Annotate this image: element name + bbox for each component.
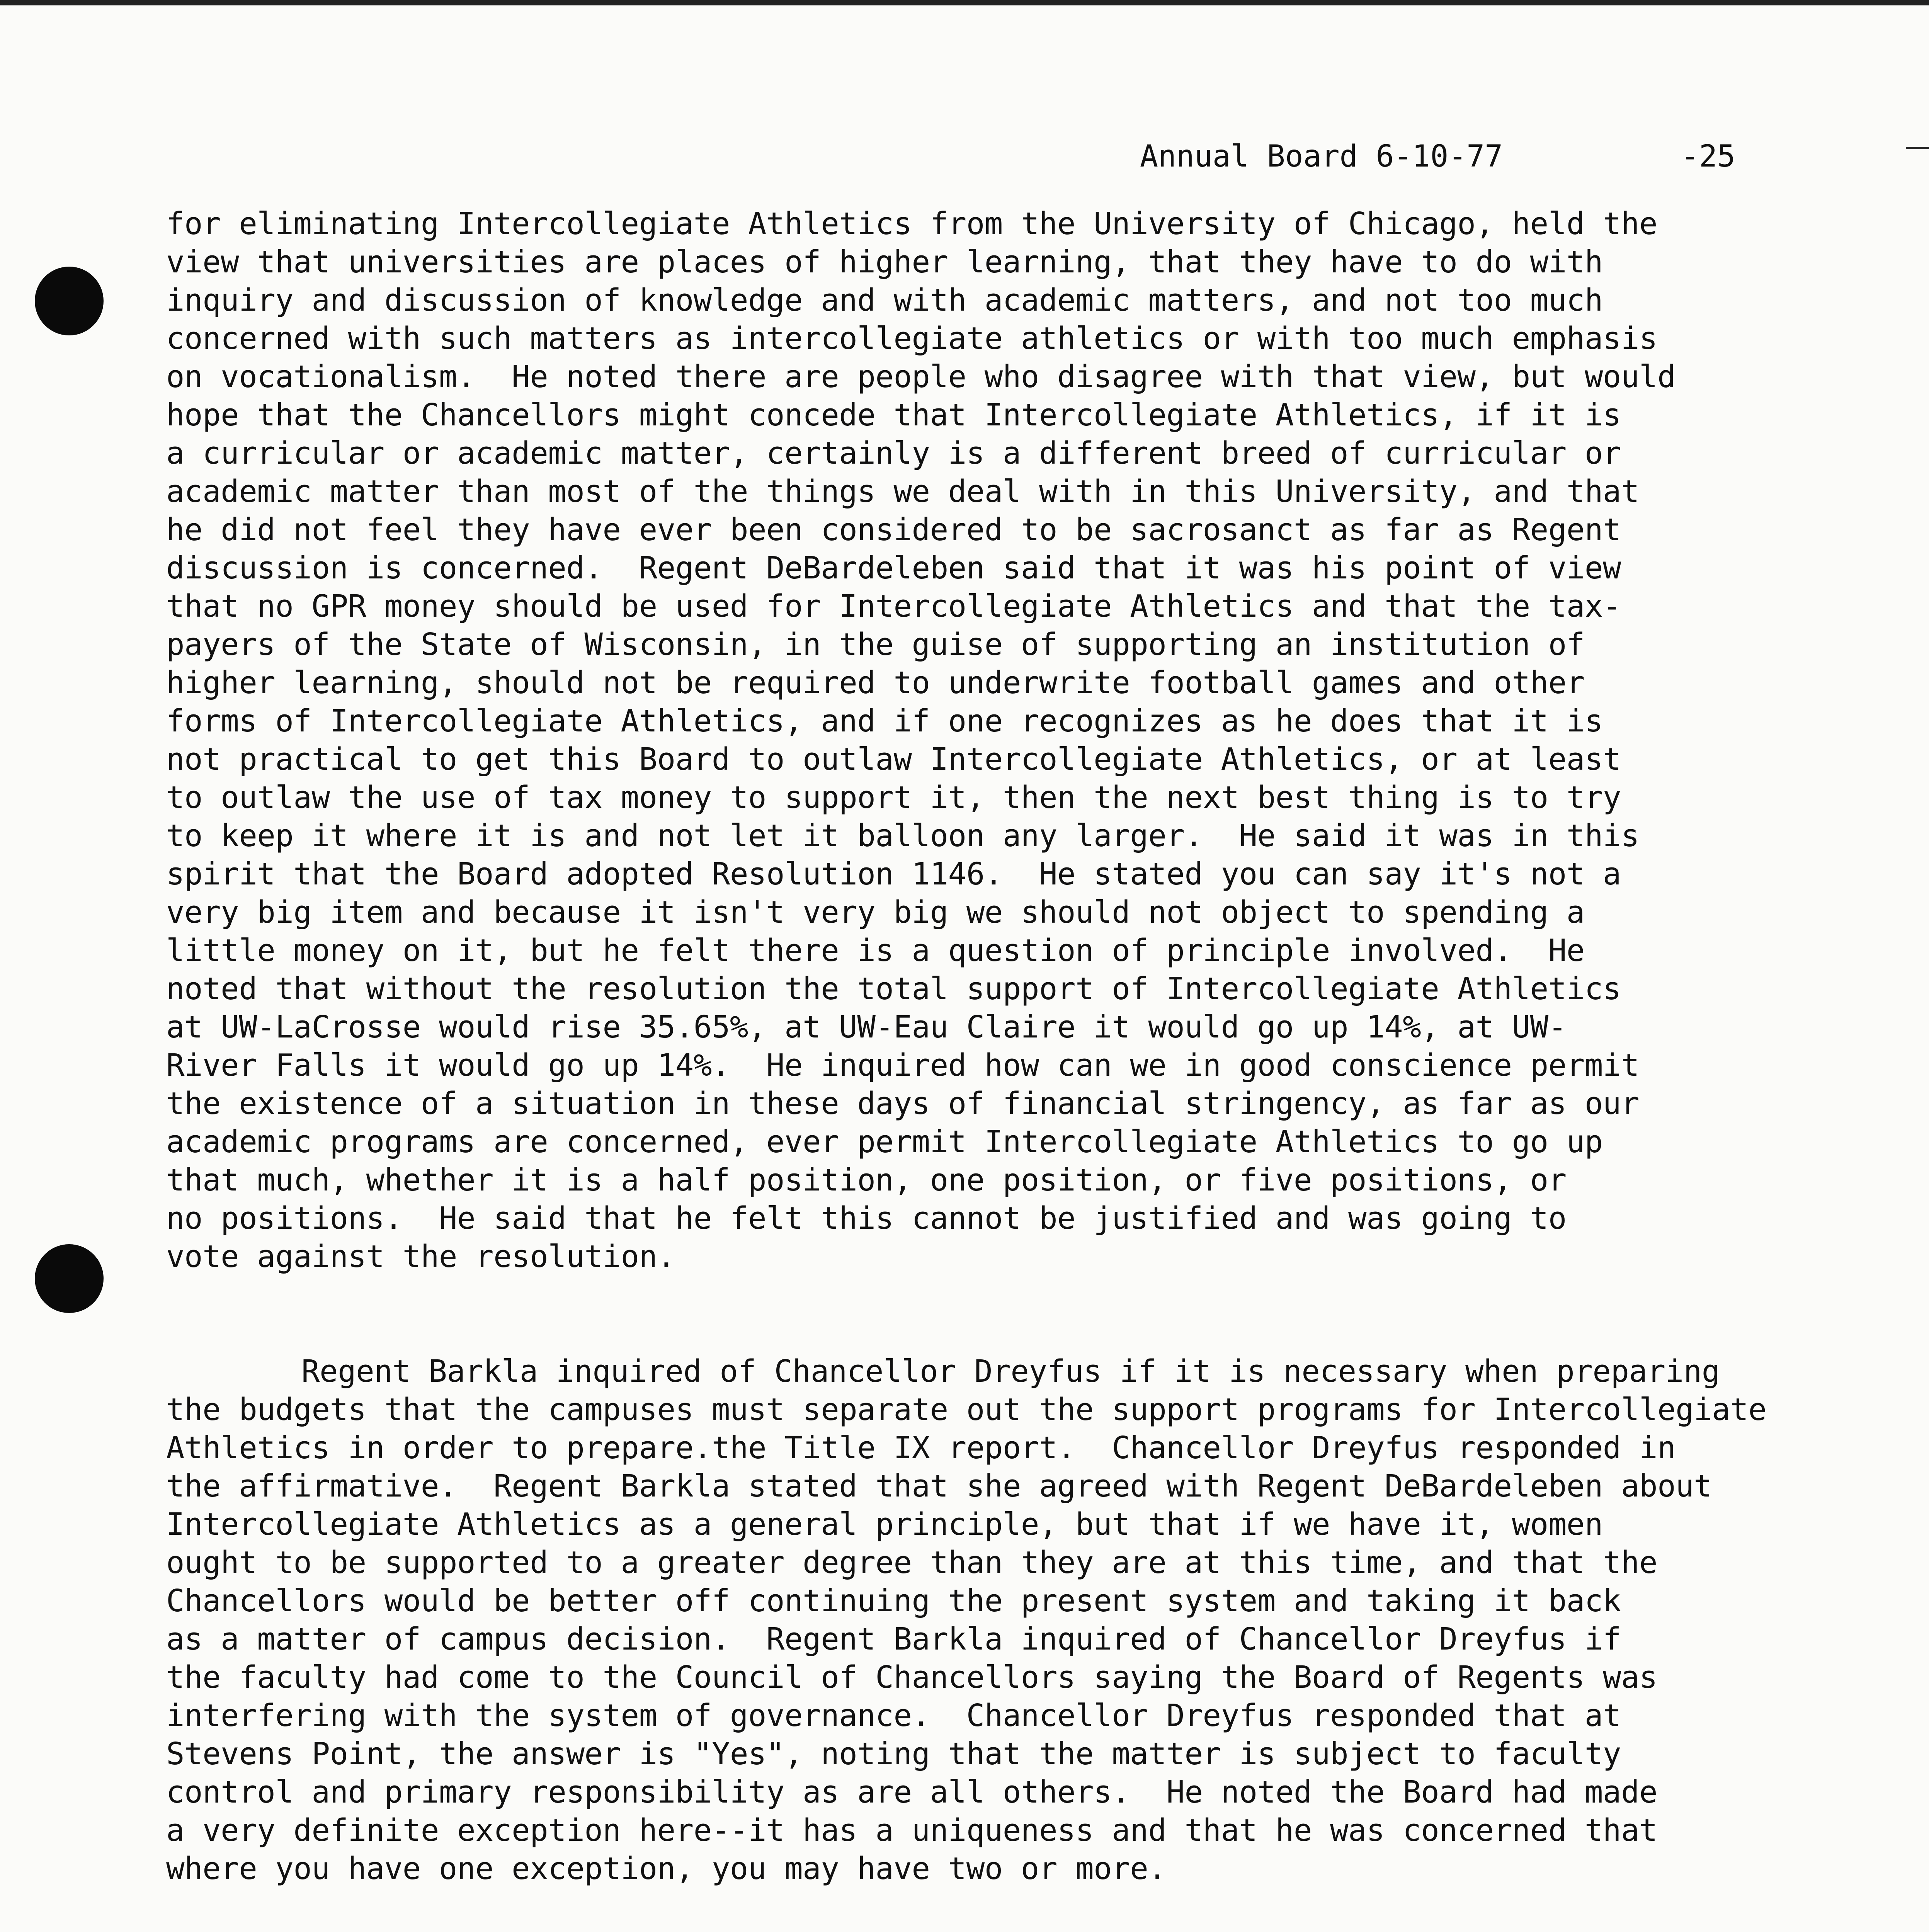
text-line: inquiry and discussion of knowledge and with academic matters, and not too much — [166, 282, 1603, 318]
text-line: hope that the Chancellors might concede that Intercollegiate Athletics, if it is — [166, 397, 1621, 433]
text-line: a very definite exception here--it has a uniqueness and that he was concerned that — [166, 1813, 1658, 1848]
punch-hole — [35, 267, 104, 335]
text-line: that much, whether it is a half position, one position, or five positions, or — [166, 1162, 1567, 1198]
text-line: to outlaw the use of tax money to support it, then the next best thing is to try — [166, 780, 1621, 815]
text-line: very big item and because it isn't very big we should not object to spending a — [166, 895, 1585, 930]
text-line: to keep it where it is and not let it balloon any larger. He said it was in this — [166, 818, 1640, 854]
text-line: ought to be supported to a greater degree than they are at this time, and that the — [166, 1545, 1658, 1580]
text-line: where you have one exception, you may have two or more. — [166, 1851, 1167, 1886]
paragraph-gap — [166, 1276, 1886, 1352]
text-line: control and primary responsibility as are all others. He noted the Board had made — [166, 1774, 1658, 1810]
text-line: Intercollegiate Athletics as a general principle, but that if we have it, women — [166, 1507, 1603, 1542]
text-line: at UW-LaCrosse would rise 35.65%, at UW-Eau Claire it would go up 14%, at UW- — [166, 1009, 1567, 1045]
text-line: discussion is concerned. Regent DeBardeleben said that it was his point of view — [166, 550, 1621, 586]
edge-mark — [1906, 147, 1929, 149]
text-line: Athletics in order to prepare.the Title IX report. Chancellor Dreyfus responded in — [166, 1430, 1676, 1466]
text-line: academic matter than most of the things we deal with in this University, and that — [166, 474, 1640, 509]
page-number: -25 — [1681, 139, 1735, 174]
page-header — [1140, 139, 1758, 174]
text-line: academic programs are concerned, ever permit Intercollegiate Athletics to go up — [166, 1124, 1603, 1160]
paragraph — [166, 205, 1886, 1276]
paragraph — [166, 1352, 1886, 1888]
punch-hole — [35, 1244, 104, 1313]
text-line: River Falls it would go up 14%. He inquired how can we in good conscience permit — [166, 1048, 1640, 1083]
text-line: interfering with the system of governance. Chancellor Dreyfus responded that at — [166, 1698, 1621, 1733]
text-line: that no GPR money should be used for Intercollegiate Athletics and that the tax- — [166, 588, 1621, 624]
text-line: he did not feel they have ever been considered to be sacrosanct as far as Regent — [166, 512, 1621, 548]
text-line: spirit that the Board adopted Resolution 1146. He stated you can say it's not a — [166, 856, 1621, 892]
text-line: the existence of a situation in these days of financial stringency, as far as our — [166, 1086, 1640, 1121]
text-line: vote against the resolution. — [166, 1239, 675, 1274]
text-line: the faculty had come to the Council of Chancellors saying the Board of Regents was — [166, 1660, 1658, 1695]
text-line: view that universities are places of higher learning, that they have to do with — [166, 244, 1603, 280]
header-title: Annual Board 6-10-77 — [1140, 139, 1503, 174]
text-line: noted that without the resolution the total support of Intercollegiate Athletics — [166, 971, 1621, 1007]
text-line: the affirmative. Regent Barkla stated that she agreed with Regent DeBardeleben about — [166, 1468, 1712, 1504]
text-line: little money on it, but he felt there is a question of principle involved. He — [166, 933, 1585, 968]
text-line: Chancellors would be better off continuing the present system and taking it back — [166, 1583, 1621, 1619]
document-body — [166, 205, 1886, 1932]
text-line: higher learning, should not be required to underwrite football games and other — [166, 665, 1585, 701]
text-line: payers of the State of Wisconsin, in the guise of supporting an institution of — [166, 627, 1585, 662]
top-border — [0, 0, 1929, 5]
text-line: concerned with such matters as intercollegiate athletics or with too much emphasis — [166, 321, 1658, 356]
text-line: the budgets that the campuses must separate out the support programs for Intercollegiate — [166, 1392, 1767, 1427]
text-line: for eliminating Intercollegiate Athletics from the University of Chicago, held the — [166, 206, 1658, 242]
paragraph-gap — [166, 1888, 1886, 1932]
text-line: Stevens Point, the answer is "Yes", noting that the matter is subject to faculty — [166, 1736, 1621, 1772]
text-line: as a matter of campus decision. Regent Barkla inquired of Chancellor Dreyfus if — [166, 1621, 1621, 1657]
text-line: on vocationalism. He noted there are people who disagree with that view, but would — [166, 359, 1676, 395]
text-line: no positions. He said that he felt this cannot be justified and was going to — [166, 1201, 1567, 1236]
text-line: Regent Barkla inquired of Chancellor Dreyfus if it is necessary when preparing — [301, 1354, 1720, 1389]
text-line: forms of Intercollegiate Athletics, and if one recognizes as he does that it is — [166, 703, 1603, 739]
text-line: not practical to get this Board to outlaw Intercollegiate Athletics, or at least — [166, 742, 1621, 777]
text-line: a curricular or academic matter, certainly is a different breed of curricular or — [166, 435, 1621, 471]
